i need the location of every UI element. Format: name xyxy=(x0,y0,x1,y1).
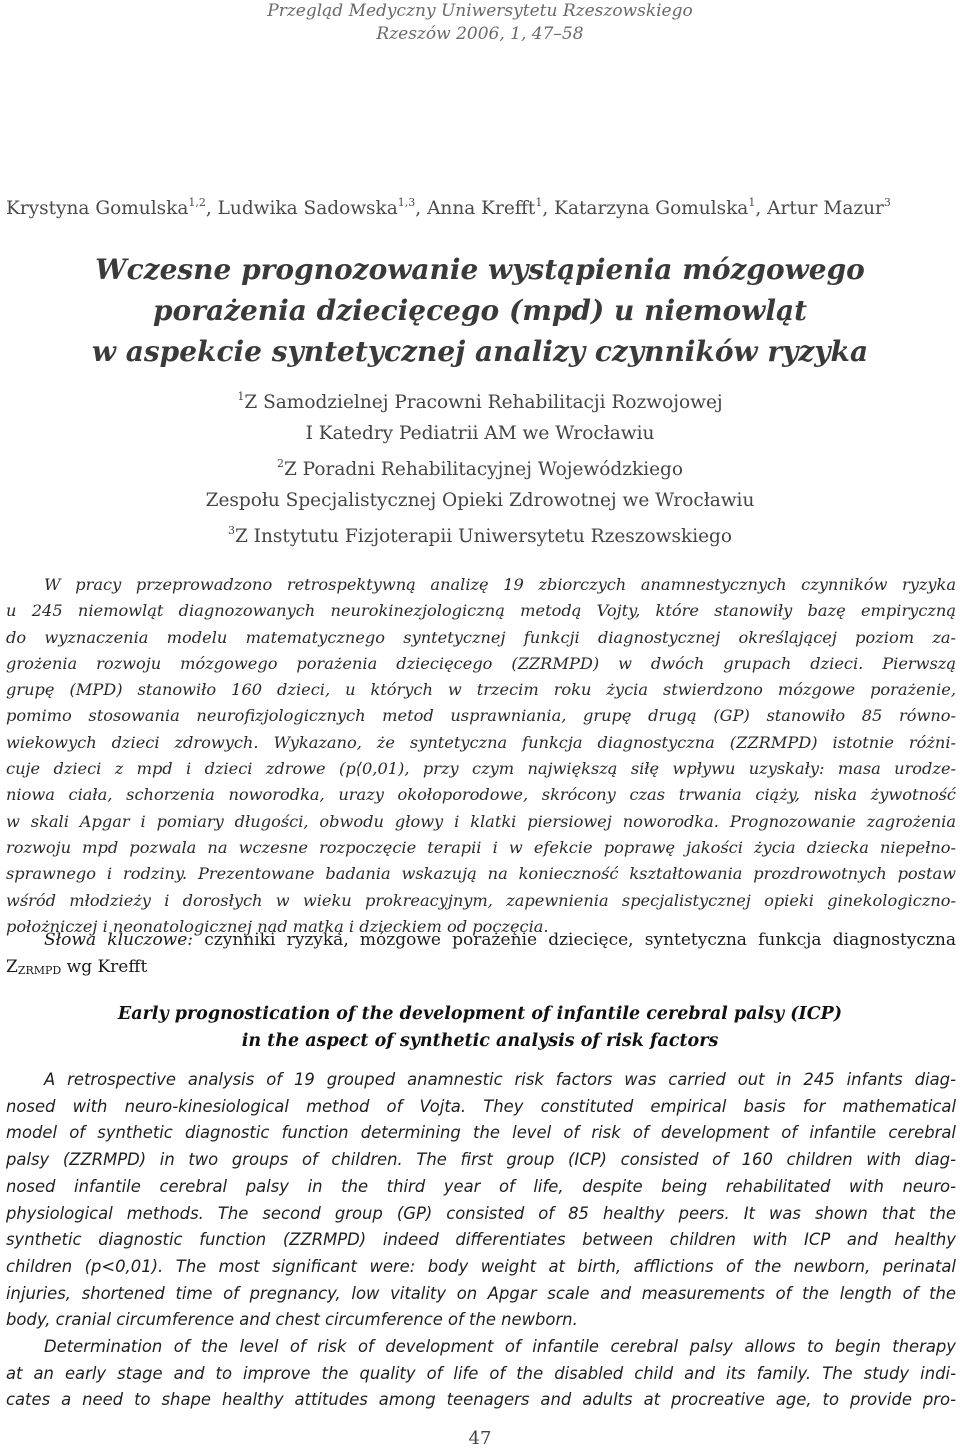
abstract-english xyxy=(6,1067,956,1414)
affiliations xyxy=(0,382,960,553)
affiliation-line: $^3$Z Instytutu Fizjoterapii Uniwersytetu Rzeszowskiego xyxy=(227,524,733,547)
journal-header xyxy=(0,0,960,46)
abstract-line: wśród młodzieży i dorosłych w wieku prokreacyjnym, zapewnienia specjalistycznej opieki ginekologiczno- xyxy=(6,890,956,910)
author: Ludwika Sadowska$^{1,3}$, xyxy=(217,196,428,219)
abstract-line: wiekowych dzieci zdrowych. Wykazano, że syntetyczna funkcja diagnostyczna (ZZRMPD) istotnie różni- xyxy=(6,732,956,752)
abstract-line: body, cranial circumference and chest circumference of the newborn. xyxy=(6,1310,578,1330)
title-line: Wczesne prognozowanie wystąpienia mózgowego xyxy=(95,253,865,286)
keywords-line: Słowa kluczowe: czynniki ryzyka, mózgowe porażenie dziecięce, syntetyczna funkcja diagnostyczna xyxy=(44,930,956,950)
affiliation-line: I Katedry Pediatrii AM we Wrocławiu xyxy=(305,422,655,444)
abstract-line: położniczej i neonatologicznej nad matką i dzieckiem od poczęcia. xyxy=(6,916,549,936)
english-title xyxy=(0,1001,960,1055)
abstract-line: W pracy przeprowadzono retrospektywną analizę 19 zbiorczych anamnestycznych czynników ryzyka xyxy=(44,575,956,594)
affiliation-line: $^2$Z Poradni Rehabilitacyjnej Wojewódzkiego xyxy=(276,457,684,480)
abstract-line: injuries, shortened time of pregnancy, low vitality on Apgar scale and measurements of the length of the xyxy=(6,1283,956,1303)
abstract-line: at an early stage and to improve the quality of life of the disabled child and its family. The study indi- xyxy=(6,1363,956,1383)
abstract-line: physiological methods. The second group (GP) consisted of 85 healthy peers. It was shown that the xyxy=(6,1203,956,1223)
abstract-line: Determination of the level of risk of development of infantile cerebral palsy allows to begin therapy xyxy=(44,1337,956,1357)
page-number: 47 xyxy=(468,1428,492,1449)
abstract-line: do wyznaczenia modelu matematycznego syntetycznej funkcji diagnostycznej określającej poziom za- xyxy=(6,627,956,647)
english-title-line: Early prognostication of the development of infantile cerebral palsy (ICP) xyxy=(117,1004,843,1024)
abstract-line: cates a need to shape healthy attitudes among teenagers and adults at procreative age, to provide pro- xyxy=(6,1390,956,1410)
abstract-line: grupę (MPD) stanowiło 160 dzieci, u których w trzecim roku życia stwierdzono mózgowe porażenie, xyxy=(6,680,956,700)
abstract-line: nosed infantile cerebral palsy in the third year of life, despite being rehabilitated with neuro- xyxy=(6,1176,956,1196)
abstract-line: sprawnego i rodziny. Prezentowane badania wskazują na konieczność kształtowania prozdrowotnych postaw xyxy=(6,864,956,884)
abstract-line: children (p<0,01). The most significant were: body weight at birth, afflictions of the newborn, perinatal xyxy=(6,1256,956,1276)
abstract-line: model of synthetic diagnostic function determining the level of risk of development of infantile cerebral xyxy=(6,1123,956,1143)
abstract-line: w skali Apgar i pomiary długości, obwodu głowy i klatki piersiowej noworodka. Prognozowanie zagrożenia xyxy=(6,811,956,831)
affiliation-line: $^1$Z Samodzielnej Pracowni Rehabilitacji Rozwojowej xyxy=(237,390,723,413)
abstract-line: u 245 niemowląt diagnozowanych neurokinezjologiczną metodą Vojty, które stanowiły bazę empiryczną xyxy=(6,601,956,621)
keywords xyxy=(6,927,956,984)
keywords-line: ZZRMPD wg Krefft xyxy=(6,957,148,977)
author: Katarzyna Gomulska$^1$, xyxy=(554,196,768,219)
abstract-line: rozwoju mpd pozwala na wczesne rozpoczęcie terapii i w efekcie poprawę jakości życia dziecka niepełno- xyxy=(6,837,956,857)
abstract-line: palsy (ZZRMPD) in two groups of children. The first group (ICP) consisted of 160 children with diag- xyxy=(6,1150,956,1170)
title-line: w aspekcie syntetycznej analizy czynników ryzyka xyxy=(91,335,869,368)
abstract-line: cuje dzieci z mpd i dzieci zdrowe (p⟨0,01), przy czym największą siłę wpływu uzyskały: masa urodze- xyxy=(6,759,956,779)
abstract-line: A retrospective analysis of 19 grouped anamnestic risk factors was carried out in 245 infants diag- xyxy=(44,1070,956,1089)
abstract-line: nosed with neuro-kinesiological method of Vojta. They constituted empirical basis for mathematical xyxy=(6,1096,956,1116)
keywords-label: Słowa kluczowe: xyxy=(44,930,194,950)
abstract-line: niowa ciała, schorzenia noworodka, urazy okołoporodowe, skrócony czas trwania ciąży, niska żywotność xyxy=(6,785,956,805)
abstract-polish xyxy=(6,572,956,940)
journal-citation: Rzeszów 2006, 1, 47–58 xyxy=(376,24,584,44)
author: Artur Mazur$^3$ xyxy=(767,196,891,219)
affiliation-line: Zespołu Specjalistycznej Opieki Zdrowotnej we Wrocławiu xyxy=(205,489,755,511)
article-title xyxy=(0,249,960,372)
author: Anna Krefft$^1$, xyxy=(427,196,555,219)
english-title-line: in the aspect of synthetic analysis of risk factors xyxy=(241,1031,719,1051)
journal-name: Przegląd Medyczny Uniwersytetu Rzeszowskiego xyxy=(267,1,693,21)
title-line: porażenia dziecięcego (mpd) u niemowląt xyxy=(152,294,808,327)
author-list xyxy=(6,196,956,219)
abstract-line: pomimo stosowania neurofizjologicznych metod usprawniania, grupę drugą (GP) stanowiło 85 równo- xyxy=(6,706,956,726)
author: Krystyna Gomulska$^{1,2}$, xyxy=(6,196,218,219)
abstract-line: grożenia rozwoju mózgowego porażenia dziecięcego (ZZRMPD) w dwóch grupach dzieci. Pierwszą xyxy=(6,653,956,673)
abstract-line: synthetic diagnostic function (ZZRMPD) indeed differentiates between children with ICP and healthy xyxy=(6,1230,956,1250)
